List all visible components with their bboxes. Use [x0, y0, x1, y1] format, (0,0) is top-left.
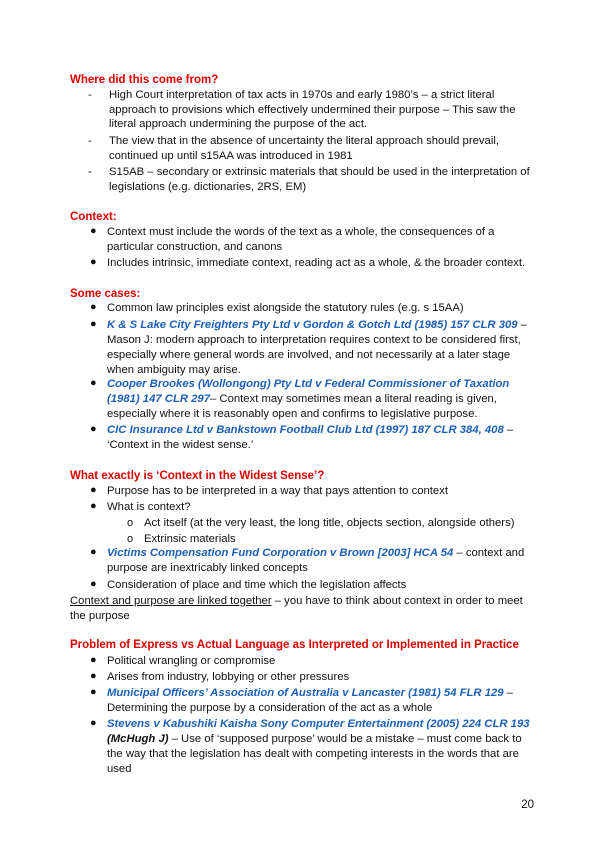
bullet-marker: ● — [90, 654, 97, 666]
paragraph-text: – you have to think about context in order to meet the purpose — [70, 595, 523, 622]
list-item — [90, 670, 540, 685]
case-note: – Determining the purpose by a consideration of the act as a whole — [107, 687, 513, 714]
list-item — [90, 484, 540, 499]
case-citation: K & S Lake City Freighters Pty Ltd v Gordon & Gotch Ltd (1985) 157 CLR 309 — [107, 319, 518, 331]
list-item-text: Arises from industry, lobbying or other pressures — [107, 671, 350, 683]
list-item-text: What is context? — [107, 501, 191, 513]
case-citation: Municipal Officers’ Association of Australia v Lancaster (1981) 54 FLR 129 — [107, 687, 504, 699]
bullet-marker: ● — [90, 670, 97, 682]
list-item-text — [107, 717, 540, 777]
dash-marker: - — [88, 135, 92, 147]
case-citation: CIC Insurance Ltd v Bankstown Football Club Ltd (1997) 187 CLR 384, 408 — [107, 424, 504, 436]
bullet-marker: ● — [90, 578, 97, 590]
list-item-text: Act itself (at the very least, the long title, objects section, alongside others) — [144, 517, 515, 529]
bullet-marker: ● — [90, 318, 97, 330]
circle-marker: o — [127, 533, 134, 545]
case-note: – ‘Context in the widest sense.’ — [107, 424, 514, 451]
case-note: – Context may sometimes mean a literal reading is given, especially where it is reasonably open and confirms to legislative purpose. — [107, 393, 497, 420]
case-note: – context and purpose are inextricably linked concepts — [107, 547, 525, 574]
list-item-text — [107, 318, 540, 378]
list-item-text: The view that in the absence of uncertainty the literal approach should prevail, continued up until s15AA was introduced in 1981 — [109, 135, 499, 162]
list-item — [90, 377, 510, 422]
list-item — [90, 717, 540, 777]
list-item — [88, 88, 540, 132]
list-item — [88, 134, 540, 163]
list-item — [90, 301, 540, 316]
list-item — [90, 500, 540, 515]
bullet-marker: ● — [90, 256, 97, 268]
bullet-marker: ● — [90, 301, 97, 313]
list-item — [90, 654, 540, 669]
list-item-text — [107, 423, 535, 453]
list-item — [90, 546, 530, 576]
list-item-text — [107, 377, 510, 422]
dash-marker: - — [88, 166, 92, 178]
list-item-text: S15AB – secondary or extrinsic materials that should be used in the interpretation of legislations (e.g. dictionaries, 2RS, EM) — [109, 166, 530, 193]
case-citation: Stevens v Kabushiki Kaisha Sony Computer Entertainment (2005) 224 CLR 193 — [107, 718, 530, 730]
sub-list-item — [127, 516, 547, 531]
page-number: 20 — [521, 799, 534, 811]
bullet-marker: ● — [90, 423, 97, 435]
sub-list-item — [127, 532, 547, 547]
list-item-text: Includes intrinsic, immediate context, reading act as a whole, & the broader context. — [107, 257, 526, 269]
paragraph — [70, 594, 540, 624]
heading-context-widest-sense: What exactly is ‘Context in the Widest Sense’? — [70, 470, 325, 482]
dash-marker: - — [88, 89, 92, 101]
case-note: – Mason J: modern approach to interpretation requires context to be considered first, especially where general words are involved, and not necessarily at a later stage when ambiguity may arise. — [107, 319, 527, 376]
list-item-text: Extrinsic materials — [144, 533, 236, 545]
bullet-marker: ● — [90, 546, 97, 558]
underlined-phrase: Context and purpose are linked together — [70, 595, 272, 607]
list-item — [88, 165, 540, 194]
heading-where-from: Where did this come from? — [70, 74, 219, 86]
case-note: – Use of ‘supposed purpose’ would be a mistake – must come back to the way that the legislation has dealt with competing interests in the words that are used — [107, 733, 522, 775]
list-item — [90, 225, 524, 255]
list-item — [90, 256, 550, 271]
list-item — [90, 318, 540, 378]
list-item-text — [107, 686, 530, 716]
judge-name: (McHugh J) — [107, 733, 169, 745]
heading-context: Context: — [70, 211, 117, 223]
list-item-text: Purpose has to be interpreted in a way that pays attention to context — [107, 485, 449, 497]
case-citation: Cooper Brookes (Wollongong) Pty Ltd v Federal Commissioner of Taxation (1981) 147 CLR 297 — [107, 378, 510, 405]
list-item-text: Political wrangling or compromise — [107, 655, 276, 667]
bullet-marker: ● — [90, 225, 97, 237]
list-item-text: High Court interpretation of tax acts in 1970s and early 1980’s – a strict literal approach to provisions which effectively undermined their purpose – This saw the literal approach undermining the purpose of the act. — [109, 89, 516, 130]
list-item — [90, 686, 530, 716]
bullet-marker: ● — [90, 686, 97, 698]
list-item-text — [107, 546, 530, 576]
list-item-text: Context must include the words of the text as a whole, the consequences of a particular construction, and canons — [107, 226, 495, 253]
bullet-marker: ● — [90, 484, 97, 496]
heading-express-vs-actual: Problem of Express vs Actual Language as Interpreted or Implemented in Practice — [70, 639, 519, 651]
bullet-marker: ● — [90, 500, 97, 512]
heading-some-cases: Some cases: — [70, 288, 141, 300]
list-item — [90, 578, 540, 593]
circle-marker: o — [127, 517, 134, 529]
case-citation: Victims Compensation Fund Corporation v Brown [2003] HCA 54 — [107, 547, 454, 559]
list-item-text: Common law principles exist alongside the statutory rules (e.g. s 15AA) — [107, 302, 464, 314]
bullet-marker: ● — [90, 377, 97, 389]
bullet-marker: ● — [90, 717, 97, 729]
list-item-text: Consideration of place and time which the legislation affects — [107, 579, 407, 591]
list-item — [90, 423, 535, 453]
